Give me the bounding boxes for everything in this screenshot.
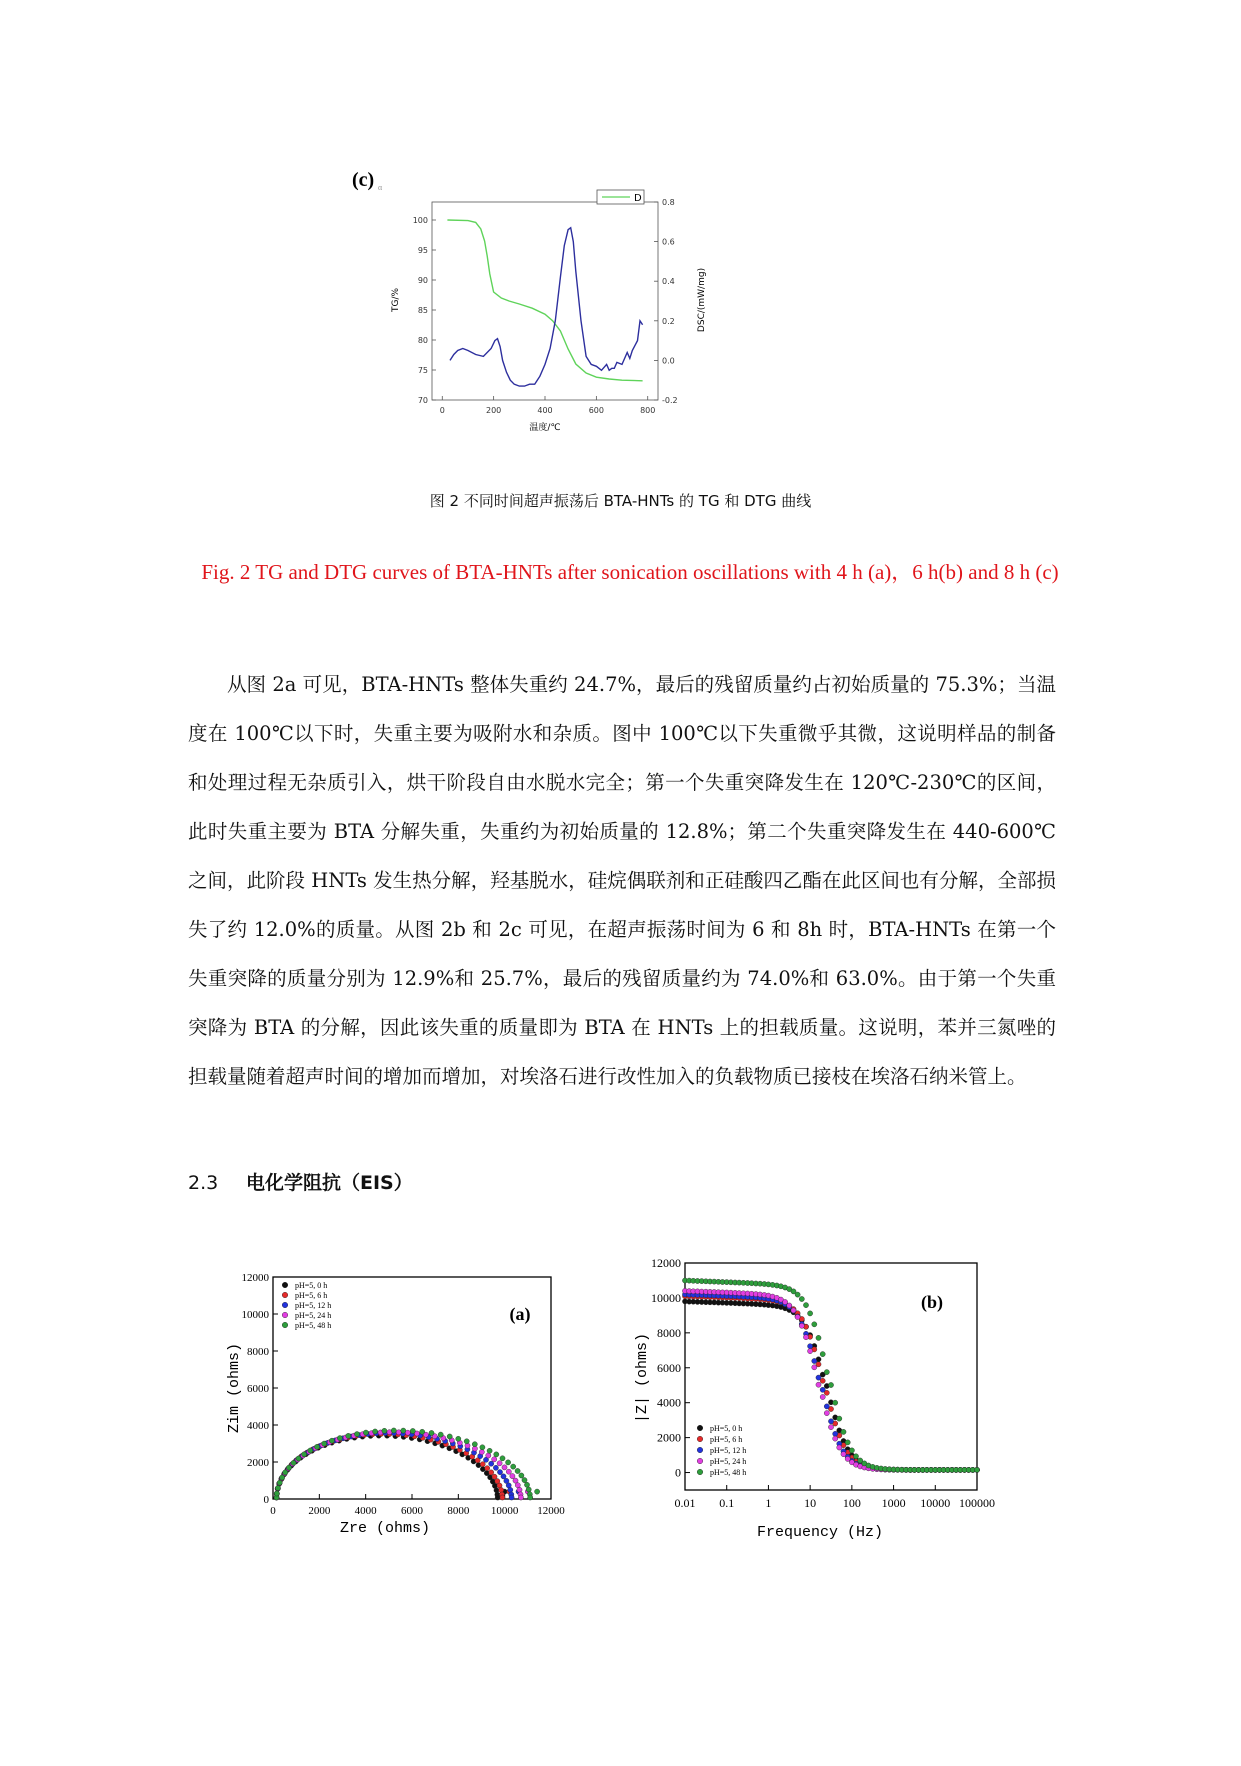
- y-tick-label-c: 70: [417, 396, 428, 405]
- data-point-a: [497, 1461, 502, 1466]
- data-point-b: [816, 1335, 821, 1340]
- legend-label-b: pH=5, 48 h: [710, 1468, 747, 1477]
- data-point-a: [535, 1489, 540, 1494]
- x-tick-label-b: 10: [804, 1496, 817, 1510]
- data-point-b: [820, 1394, 825, 1399]
- legend-marker-b: [697, 1436, 703, 1442]
- y-tick-label-a: 6000: [247, 1383, 269, 1395]
- data-point-b: [828, 1425, 833, 1430]
- data-point-b: [816, 1375, 821, 1380]
- data-point-a: [499, 1487, 504, 1492]
- legend-label-b: pH=5, 0 h: [710, 1424, 743, 1433]
- x-tick-label-b: 100000: [959, 1496, 995, 1510]
- data-point-b: [816, 1382, 821, 1387]
- panel-label-a: (a): [509, 1304, 531, 1324]
- data-point-a: [286, 1465, 291, 1470]
- data-point-a: [283, 1470, 288, 1475]
- data-point-a: [291, 1460, 296, 1465]
- data-point-b: [812, 1358, 817, 1363]
- data-point-b: [824, 1404, 829, 1409]
- data-point-b: [853, 1454, 858, 1459]
- x-tick-label-a: 4000: [354, 1505, 377, 1517]
- y-tick-label-a: 10000: [241, 1309, 269, 1321]
- data-point-b: [799, 1296, 804, 1301]
- legend-marker-b: [697, 1447, 703, 1453]
- y-tick-right-label-c: -0.2: [662, 396, 678, 405]
- data-point-a: [429, 1430, 434, 1435]
- data-point-b: [803, 1303, 808, 1308]
- data-point-a: [528, 1495, 533, 1500]
- legend-marker-b: [697, 1469, 703, 1475]
- data-point-b: [828, 1382, 833, 1387]
- left-axis-ticks-c: [413, 216, 436, 405]
- data-point-b: [849, 1448, 854, 1453]
- data-point-b: [799, 1323, 804, 1328]
- data-point-b: [812, 1322, 817, 1327]
- legend-marker-a: [282, 1302, 288, 1308]
- curves-c: [447, 220, 642, 386]
- y-tick-label-a: 8000: [247, 1346, 269, 1358]
- y-tick-right-label-c: 0.8: [662, 198, 675, 207]
- data-point-a: [517, 1487, 522, 1492]
- x-axis-label-a: Zre (ohms): [339, 1520, 431, 1537]
- data-point-a: [420, 1429, 425, 1434]
- data-point-a: [302, 1452, 307, 1457]
- y-tick-label-c: 90: [417, 276, 428, 285]
- y-tick-label-b: 12000: [651, 1256, 681, 1270]
- legend-label-a: pH=5, 0 h: [295, 1281, 328, 1290]
- legend-a: [282, 1281, 331, 1330]
- legend-marker-b: [697, 1458, 703, 1464]
- data-point-b: [845, 1440, 850, 1445]
- data-point-a: [494, 1452, 499, 1457]
- x-tick-label-b: 0.1: [719, 1496, 735, 1510]
- data-point-b: [833, 1431, 838, 1436]
- x-tick-label-c: 200: [485, 406, 502, 415]
- data-point-a: [526, 1487, 531, 1492]
- data-point-b: [841, 1452, 846, 1457]
- data-point-b: [824, 1411, 829, 1416]
- data-point-a: [500, 1456, 505, 1461]
- x-axis-label-c: 温度/℃: [529, 423, 561, 433]
- x-tick-label-b: 1000: [881, 1496, 906, 1510]
- figure-caption-cn: 图 2 不同时间超声振荡后 BTA-HNTs 的 TG 和 DTG 曲线: [429, 492, 812, 510]
- data-point-a: [522, 1478, 527, 1483]
- legend-label-a: pH=5, 48 h: [295, 1321, 332, 1330]
- legend-marker-b: [697, 1425, 703, 1431]
- y-tick-label-c: 95: [417, 246, 428, 255]
- panel-mark-c: α: [378, 183, 383, 192]
- data-point-b: [795, 1314, 800, 1319]
- data-point-b: [808, 1349, 813, 1354]
- x-tick-label-b: 100: [842, 1496, 861, 1510]
- y-axis-label-left-c: TG/%: [391, 287, 401, 313]
- data-point-a: [492, 1457, 497, 1462]
- data-point-a: [519, 1473, 524, 1478]
- data-point-a: [489, 1470, 494, 1475]
- data-point-a: [401, 1428, 406, 1433]
- section-title: 电化学阻抗（EIS）: [246, 1172, 413, 1194]
- data-point-b: [808, 1311, 813, 1316]
- x-tick-label-b: 0.01: [674, 1496, 696, 1510]
- data-point-a: [354, 1432, 359, 1437]
- section-number: 2.3: [188, 1172, 219, 1194]
- data-point-a: [515, 1468, 520, 1473]
- x-tick-label-c: 800: [640, 406, 656, 415]
- x-tick-label-a: 10000: [490, 1505, 519, 1517]
- data-point-a: [510, 1474, 515, 1479]
- data-point-a: [382, 1428, 387, 1433]
- data-point-a: [410, 1428, 415, 1433]
- data-point-a: [329, 1438, 334, 1443]
- data-point-a: [464, 1439, 469, 1444]
- data-point-a: [479, 1449, 484, 1454]
- data-point-a: [500, 1495, 505, 1500]
- data-point-a: [480, 1462, 485, 1467]
- data-point-b: [824, 1370, 829, 1375]
- x-tick-label-b: 1: [765, 1496, 772, 1510]
- x-tick-label-c: 600: [588, 406, 605, 415]
- x-tick-label-b: 10000: [920, 1496, 951, 1510]
- data-point-a: [502, 1465, 507, 1470]
- y-axis-label-right-c: DSC/(mW/mg): [697, 267, 707, 333]
- data-point-b: [974, 1467, 979, 1472]
- y-tick-label-a: 2000: [247, 1457, 269, 1469]
- section-heading: [188, 1168, 413, 1195]
- data-point-a: [508, 1487, 513, 1492]
- legend-marker-a: [282, 1282, 288, 1288]
- y-tick-label-c: 100: [412, 216, 428, 225]
- y-tick-label-b: 4000: [657, 1395, 681, 1410]
- data-point-b: [820, 1352, 825, 1357]
- figure-caption-en: Fig. 2 TG and DTG curves of BTA-HNTs after sonication oscillations with 4 h (a)，6 h(b) and 8 h (c): [201, 560, 1059, 584]
- data-point-b: [828, 1419, 833, 1424]
- data-point-a: [314, 1444, 319, 1449]
- legend-label-b: pH=5, 24 h: [710, 1457, 747, 1466]
- data-point-a: [337, 1436, 342, 1441]
- data-point-a: [513, 1478, 518, 1483]
- data-point-b: [833, 1436, 838, 1441]
- data-point-a: [487, 1448, 492, 1453]
- data-point-a: [524, 1482, 529, 1487]
- panel-label-c: (c): [352, 169, 375, 191]
- dsc-curve: [450, 228, 643, 386]
- legend-label-a: pH=5, 6 h: [295, 1291, 328, 1300]
- x-tick-label-a: 6000: [401, 1505, 423, 1517]
- x-tick-label-a: 12000: [537, 1505, 565, 1517]
- y-tick-label-b: 0: [675, 1465, 681, 1480]
- data-point-a: [275, 1485, 280, 1490]
- legend-label-b: pH=5, 12 h: [710, 1446, 747, 1455]
- data-points-a: [274, 1428, 540, 1500]
- panel-label-b: (b): [921, 1292, 943, 1312]
- data-point-b: [808, 1344, 813, 1349]
- data-point-a: [308, 1448, 313, 1453]
- data-point-b: [791, 1308, 796, 1313]
- data-point-b: [795, 1292, 800, 1297]
- y-tick-label-b: 8000: [657, 1325, 681, 1340]
- legend-label-a: pH=5, 12 h: [295, 1301, 332, 1310]
- y-axis-label-b: |Z| (ohms): [634, 1332, 651, 1424]
- data-point-b: [812, 1365, 817, 1370]
- data-point-a: [509, 1495, 514, 1500]
- legend-marker-a: [282, 1312, 288, 1318]
- y-tick-label-c: 80: [417, 336, 428, 345]
- data-point-a: [506, 1460, 511, 1465]
- data-point-a: [373, 1429, 378, 1434]
- x-axis-ticks-c: [440, 396, 656, 415]
- data-point-a: [501, 1474, 506, 1479]
- x-tick-label-a: 2000: [308, 1505, 331, 1517]
- y-tick-label-c: 85: [417, 306, 428, 315]
- data-point-a: [456, 1436, 461, 1441]
- data-point-b: [833, 1400, 838, 1405]
- data-point-a: [485, 1466, 490, 1471]
- tg-curve: [447, 220, 642, 381]
- plot-frame-c: [432, 202, 658, 400]
- figure-a: [220, 1255, 580, 1545]
- data-point-a: [280, 1475, 285, 1480]
- y-tick-label-b: 10000: [651, 1290, 681, 1305]
- data-point-a: [511, 1464, 516, 1469]
- data-point-a: [497, 1470, 502, 1475]
- data-point-a: [472, 1442, 477, 1447]
- legend-marker-a: [282, 1322, 288, 1328]
- body-paragraph: 从图 2a 可见，BTA-HNTs 整体失重约 24.7%，最后的残留质量约占初始质量的 75.3%；当温度在 100℃以下时，失重主要为吸附水和杂质。图中 100℃以下失重微乎其微，这说明样品的制备和处理过程无杂质引入，烘干阶段自由水脱水完全；第一个失重突降发生在 120℃-230℃的区间，此时失重主要为 BTA 分解失重，失重约为初始质量的 12.8%；第二个失重突降发生在 440-600℃之间，此阶段 HNTs 发生热分解，羟基脱水，硅烷偶联剂和正硅酸四乙酯在此区间也有分解，全部损失了约 12.0%的质量。从图 2b 和 2c 可见，在超声振荡时间为 6 和 8h 时，BTA-HNTs 在第一个失重突降的质量分别为 12.9%和 25.7%，最后的残留质量约为 74.0%和 63.0%。由于第一个失重突降为 BTA 的分解，因此该失重的质量即为 BTA 在 HNTs 上的担载质量。这说明，苯并三氮唑的担载量随着超声时间的增加而增加，对埃洛石进行改性加入的负载物质已接枝在埃洛石纳米管上。: [188, 673, 1056, 1088]
- data-point-b: [841, 1429, 846, 1434]
- legend-label-b: pH=5, 6 h: [710, 1435, 743, 1444]
- data-point-a: [489, 1461, 494, 1466]
- data-point-a: [346, 1433, 351, 1438]
- figure-c: [350, 160, 750, 450]
- y-tick-label-a: 0: [263, 1494, 269, 1506]
- data-point-a: [447, 1434, 452, 1439]
- legend-label-a: pH=5, 24 h: [295, 1311, 332, 1320]
- y-tick-label-c: 75: [417, 366, 428, 375]
- y-tick-label-b: 2000: [657, 1430, 681, 1445]
- data-point-b: [837, 1445, 842, 1450]
- y-tick-right-label-c: 0.0: [662, 356, 675, 366]
- data-point-b: [787, 1303, 792, 1308]
- x-tick-label-c: 0: [439, 406, 445, 415]
- data-point-a: [363, 1430, 368, 1435]
- y-tick-label-a: 4000: [247, 1420, 269, 1432]
- y-tick-right-label-c: 0.6: [662, 237, 675, 247]
- y-axis-label-a: Zim (ohms): [226, 1342, 243, 1434]
- right-axis-ticks-c: [654, 198, 678, 405]
- legend-label-c: D: [634, 193, 642, 204]
- data-point-a: [480, 1445, 485, 1450]
- y-tick-label-a: 12000: [241, 1272, 269, 1284]
- figure-b: [634, 1255, 1012, 1545]
- x-tick-label-a: 8000: [447, 1505, 470, 1517]
- y-tick-label-b: 6000: [657, 1360, 681, 1375]
- data-point-a: [506, 1469, 511, 1474]
- data-point-a: [493, 1465, 498, 1470]
- data-point-a: [322, 1441, 327, 1446]
- legend-marker-a: [282, 1292, 288, 1298]
- x-tick-label-c: 400: [537, 406, 553, 415]
- x-tick-label-a: 0: [270, 1505, 276, 1517]
- data-point-b: [845, 1456, 850, 1461]
- data-point-a: [277, 1480, 282, 1485]
- x-axis-label-b: Frequency (Hz): [756, 1524, 884, 1541]
- data-point-b: [803, 1335, 808, 1340]
- data-point-b: [820, 1387, 825, 1392]
- data-point-b: [783, 1299, 788, 1304]
- legend-b: [697, 1424, 746, 1477]
- data-point-a: [518, 1495, 523, 1500]
- data-point-a: [296, 1456, 301, 1461]
- data-point-a: [486, 1453, 491, 1458]
- y-tick-right-label-c: 0.2: [662, 316, 675, 326]
- data-point-a: [391, 1428, 396, 1433]
- data-point-a: [438, 1432, 443, 1437]
- data-point-b: [837, 1416, 842, 1421]
- data-point-a: [274, 1491, 279, 1496]
- y-tick-right-label-c: 0.4: [662, 277, 675, 287]
